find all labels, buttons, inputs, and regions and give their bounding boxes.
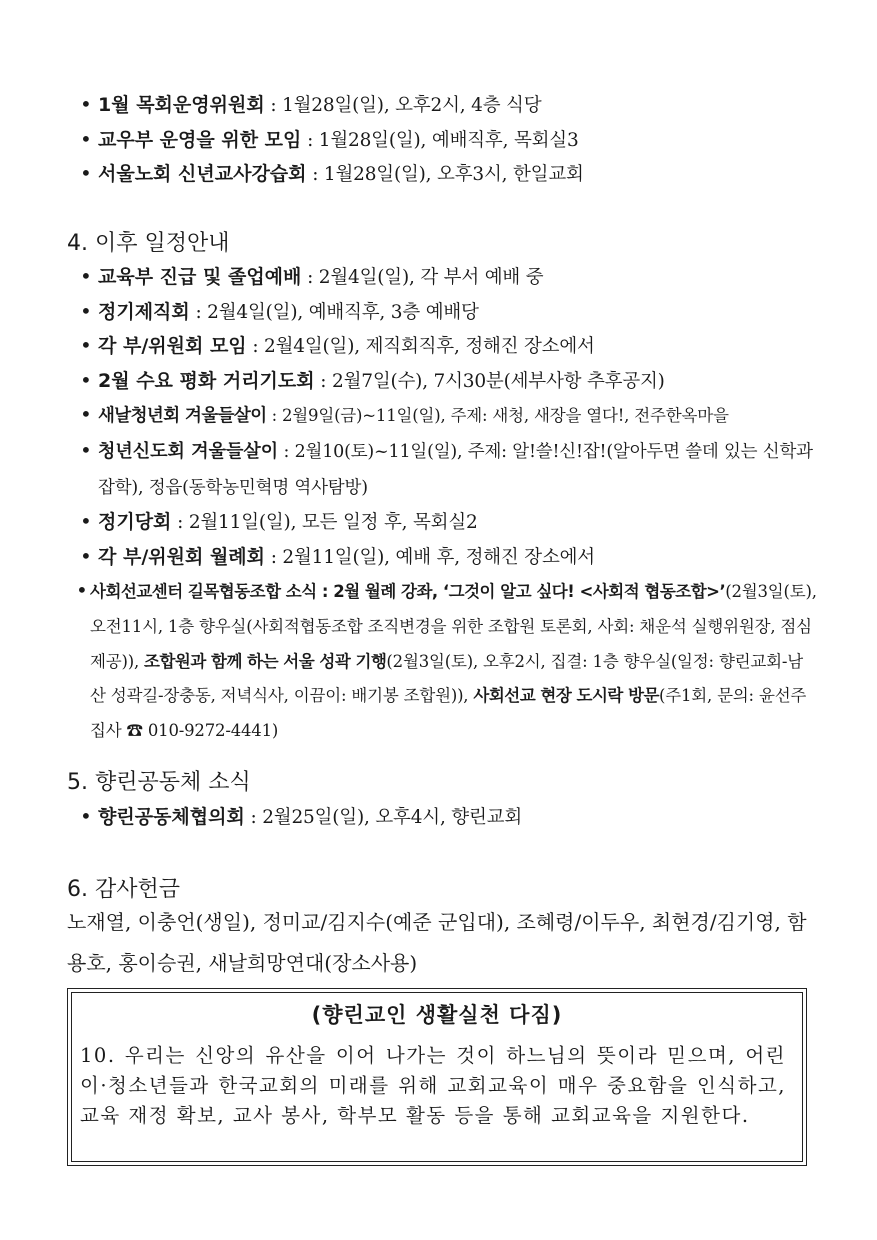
item-label: 청년신도회 겨울들살이 bbox=[98, 440, 279, 462]
offering-names: 노재열, 이충언(생일), 정미교/김지수(예준 군입대), 조혜령/이두우, 최현경/김기영, 함용호, 홍이승권, 새날희망연대(장소사용) bbox=[67, 910, 807, 975]
item-detail: : 2월10(토)~11일(일), 주제: 알!쓸!신!잡!(알아두면 쓸데 있는 신학과 잡학), 정읍(동학농민혁명 역사탐방) bbox=[98, 441, 813, 498]
list-item bbox=[76, 540, 817, 575]
item-label: 각 부/위원회 모임 bbox=[98, 335, 247, 358]
bullet-icon: • bbox=[80, 126, 92, 151]
item-label: 조합원과 함께 하는 서울 성곽 기행 bbox=[144, 651, 387, 671]
bullet-icon: • bbox=[80, 509, 92, 534]
section-title: 6. 감사헌금 bbox=[67, 877, 180, 902]
item-detail: : 2월4일(일), 제직회직후, 정해진 장소에서 bbox=[246, 336, 595, 358]
pledge-body: 우리는 신앙의 유산을 이어 나가는 것이 하느님의 뜻이라 믿으며, 어린이·청소년들과 한국교회의 미래를 위해 교회교육이 매우 중요함을 인식하고, 교육 재정 확보, 교사 봉사, 학부모 활동 등을 통해 교회교육을 지원한다. bbox=[80, 1044, 786, 1127]
item-label: 사회선교 현장 도시락 방문 bbox=[473, 686, 659, 706]
bullet-icon: • bbox=[80, 264, 92, 288]
pledge-text bbox=[80, 1041, 786, 1131]
item-label: 각 부/위원회 월례회 bbox=[98, 545, 266, 568]
bullet-icon: • bbox=[80, 161, 92, 186]
item-detail: (2월3일(토), 오후2시, 집결: 1층 향우실(일정: 향린교회-남산 성곽길-장충동, 저녁식사, 이끔이: 배기봉 조합원)), bbox=[90, 651, 804, 706]
item-detail: : 2월4일(일), 각 부서 예배 중 bbox=[301, 267, 544, 288]
item-label: 사회선교센터 길목협동조합 소식 : 2월 월례 강좌, ‘그것이 알고 싶다! <사회적 협동조합>’ bbox=[90, 582, 726, 602]
list-item-social-mission bbox=[76, 574, 817, 747]
item-label: 새날청년회 겨울들살이 bbox=[98, 406, 267, 427]
item-label: 서울노회 신년교사강습회 bbox=[98, 163, 307, 186]
item-detail: : 2월7일(수), 7시30분(세부사항 추후공지) bbox=[314, 370, 665, 392]
bullet-icon: • bbox=[80, 333, 92, 358]
bullet-icon: • bbox=[80, 543, 92, 568]
list-item bbox=[76, 329, 817, 364]
bullet-icon: • bbox=[80, 92, 92, 116]
item-detail: (주1회, 문의: 윤선주 집사 ☎ 010-9272-4441) bbox=[90, 686, 807, 740]
item-detail: (2월3일(토), 오전11시, 1층 향우실(사회적협동조합 조직변경을 위한 조합원 토론회, 사회: 채운석 실행위원장, 점심제공)), bbox=[90, 582, 817, 671]
bullet-icon: • bbox=[80, 437, 92, 462]
section-title: 5. 향린공동체 소식 bbox=[67, 770, 251, 795]
list-item bbox=[76, 295, 817, 330]
item-label: 향린공동체협의회 bbox=[98, 806, 245, 828]
list-item bbox=[76, 157, 817, 192]
item-detail: : 2월11일(일), 모든 일정 후, 목회실2 bbox=[171, 512, 478, 534]
list-item bbox=[76, 123, 817, 158]
item-label: 교육부 진급 및 졸업예배 bbox=[98, 266, 302, 288]
list-item bbox=[76, 260, 817, 295]
section-title: 4. 이후 일정안내 bbox=[67, 231, 230, 256]
bullet-icon: • bbox=[80, 298, 92, 323]
list-item bbox=[76, 505, 817, 540]
item-detail: : 2월9일(금)~11일(일), 주제: 새청, 새장을 열다!, 전주한옥마을 bbox=[266, 406, 729, 426]
bullet-icon: • bbox=[76, 578, 88, 603]
item-detail: : 2월4일(일), 예배직후, 3층 예배당 bbox=[189, 301, 479, 323]
item-label: 정기제직회 bbox=[98, 300, 190, 323]
schedule-list bbox=[76, 260, 817, 747]
list-item bbox=[76, 88, 817, 123]
item-label: 2월 수요 평화 거리기도회 bbox=[98, 369, 315, 392]
bullet-icon: • bbox=[80, 402, 92, 427]
item-detail: : 2월11일(일), 예배 후, 정해진 장소에서 bbox=[265, 546, 595, 568]
item-detail: : 1월28일(일), 예배직후, 목회실3 bbox=[301, 129, 579, 151]
item-detail: : 2월25일(일), 오후4시, 향린교회 bbox=[244, 807, 522, 828]
pledge-title: (향린교인 생활실천 다짐) bbox=[311, 1003, 563, 1027]
list-item bbox=[76, 800, 817, 835]
pledge-number: 10. bbox=[80, 1044, 116, 1067]
bullet-icon: • bbox=[80, 804, 92, 828]
list-item bbox=[76, 434, 817, 505]
list-item bbox=[76, 398, 817, 434]
item-detail: : 1월28일(일), 오후3시, 한일교회 bbox=[306, 164, 584, 186]
item-label: 정기당회 bbox=[98, 511, 172, 534]
top-event-list bbox=[76, 88, 817, 192]
bullet-icon: • bbox=[80, 367, 92, 392]
item-label: 1월 목회운영위원회 bbox=[98, 94, 265, 116]
pledge-box-inner bbox=[71, 992, 803, 1162]
item-label: 교우부 운영을 위한 모임 bbox=[98, 128, 302, 151]
list-item bbox=[76, 364, 817, 399]
pledge-box bbox=[67, 988, 807, 1166]
item-detail: : 1월28일(일), 오후2시, 4층 식당 bbox=[264, 95, 542, 116]
community-list bbox=[76, 800, 817, 835]
